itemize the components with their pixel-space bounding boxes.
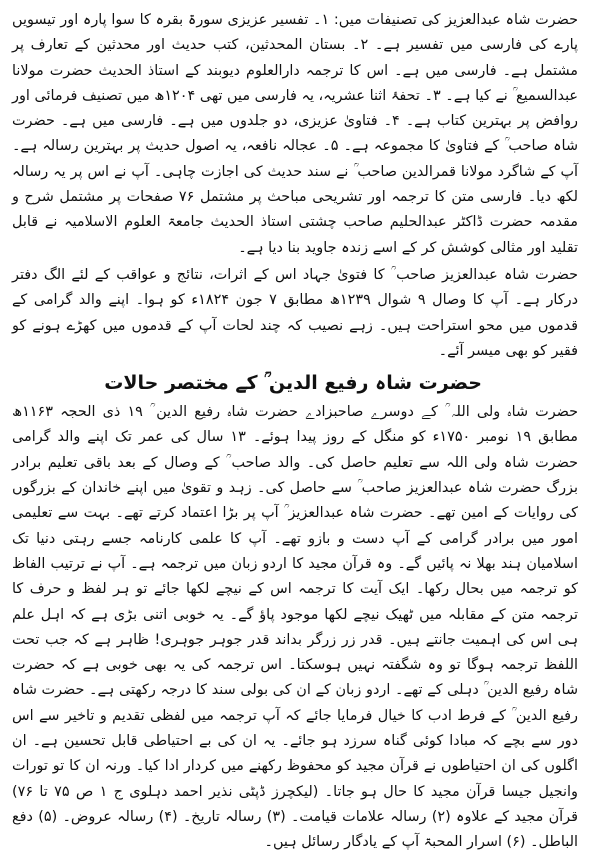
paragraph-shah-abdulaziz-works: حضرت شاہ عبدالعزیز کی تصنیفات میں: ۱۔ تفسیر عزیزی سورۃ بقرہ کا سوا پارہ اور تیسویں پارے کی فارسی میں تفسیر ہے۔ ۲۔ بستان المحدثین، کتب حدیث اور محدثین کے تعارف پر مشتمل ہے۔ فارسی میں ہے۔ اس کا ترجمہ دارالعلوم دیوبند کے استاذ الحدیث حضرت مولانا عبدالسمیع ؒ نے کیا ہے۔ ۳۔ تحفۂ اثنا عشریہ، یہ فارسی میں تھی ۱۲۰۴ھ میں تصنیف فرمائی اور روافض پر بہترین کتاب ہے۔ ۴۔ فتاویٰ عزیزی، دو جلدوں میں ہے۔ فارسی میں ہے۔ حضرت شاہ صاحب ؒ کے فتاویٰ کا مجموعہ ہے۔ ۵۔ عجالہ نافعہ، یہ اصول حدیث پر بہترین رسالہ ہے۔ آپ کے شاگرد مولانا قمرالدین صاحب ؒ نے سند حدیث کی اجازت چاہی۔ آپ نے اس پر یہ رسالہ لکھ دیا۔ فارسی متن کا ترجمہ اور تشریحی مباحث پر مشتمل ۷۶ صفحات پر مشتمل شرح و مقدمہ حضرت ڈاکٹر عبدالحلیم صاحب چشتی استاذ الحدیث جامعۃ العلوم الاسلامیہ نے قابل تقلید اور مثالی کوشش کر کے اسے زندہ جاوید بنا دیا ہے۔ — [12, 12, 579, 256]
section-heading: حضرت شاہ رفیع الدین ؒ کے مختصر حالات — [104, 372, 482, 395]
paragraph-shah-rafiuddin-biography: حضرت شاہ ولی اللہ ؒ کے دوسرے صاحبزادے حضرت شاہ رفیع الدین ؒ ۱۹ ذی الحجہ ۱۱۶۳ھ مطابق ۱۹ نومبر ۱۷۵۰ء کو منگل کے روز پیدا ہوئے۔ ۱۳ سال کی عمر تک اپنے والد گرامی حضرت شاہ ولی اللہ سے تعلیم حاصل کی۔ والد صاحب ؒ کے وصال کے بعد باقی تعلیم برادر بزرگ حضرت شاہ عبدالعزیز صاحب ؒ سے حاصل کی۔ زہد و تقویٰ میں اپنے خاندان کے بزرگوں کی روایات کے امین تھے۔ حضرت شاہ عبدالعزیز ؒ آپ پر بڑا اعتماد کرتے تھے۔ بہت سے تعلیمی امور میں برادر گرامی کے آپ دست و بازو تھے۔ آپ کا علمی کارنامہ جسے رہتی دنیا تک اسلامیان ہند بھلا نہ پائیں گے۔ وہ قرآن مجید کا اردو زبان میں ترجمہ ہے۔ آپ نے ترتیب الفاظ کو ترجمہ میں بحال رکھا۔ ایک آیت کا ترجمہ اس کے نیچے لکھا جائے تو ہر لفظ و حرف کا ترجمہ متن کے مقابلہ میں ٹھیک نیچے لکھا موجود پاؤ گے۔ یہ خوبی اتنی بڑی ہے کہ اہل علم ہی اس کی اہمیت جانتے ہیں۔ قدر زر زرگر بداند قدر جوہر جوہری! ظاہر ہے کہ جب تحت اللفظ ترجمہ ہوگا تو وہ شگفتہ نہیں ہوسکتا۔ اس ترجمہ کی یہ بھی خوبی ہے کہ حضرت شاہ رفیع الدین ؒ دہلی کے تھے۔ اردو زبان کے ان کی بولی سند کا درجہ رکھتی ہے۔ حضرت شاہ رفیع الدین ؒ کے فرط ادب کا خیال فرمایا جائے کہ آپ ترجمہ میں لفظی تقدیم و تاخیر سے اس دور سے بچے کہ مبادا کوئی گناہ سرزد ہو جائے۔ یہ ان کی بے احتیاطی قابل تحسین ہے۔ ان اگلوں کی ان احتیاطوں نے قرآن مجید کو محفوظ رکھنے میں کردار ادا کیا۔ ورنہ ان کا تو تورات وانجیل جیسا قرآن مجید کا حال ہو جاتا۔ (لیکچرز ڈپٹی نذیر احمد دہلوی ج ۱ ص ۷۵ تا ۷۶) قرآن مجید کے علاوہ (۲) رسالہ علامات قیامت۔ (۳) رسالہ تاریخ۔ (۴) رسالہ عروض۔ (۵) دفع الباطل۔ (۶) اسرار المحبۃ آپ کے یادگار رسائل ہیں۔ — [12, 404, 579, 851]
paragraph-fatwa-and-death: حضرت شاہ عبدالعزیز صاحب ؒ کا فتویٰ جہاد اس کے اثرات، نتائج و عواقب کے لئے الگ دفتر درکار ہے۔ آپ کا وصال ۹ شوال ۱۲۳۹ھ مطابق ۷ جون ۱۸۲۴ء کو ہوا۔ اپنے والد گرامی کے قدموں میں محو استراحت ہیں۔ زہے نصیب کہ چند لحات آپ کے قدموں میں کھڑے ہونے کو فقیر کو بھی میسر آئے۔ — [12, 266, 578, 359]
